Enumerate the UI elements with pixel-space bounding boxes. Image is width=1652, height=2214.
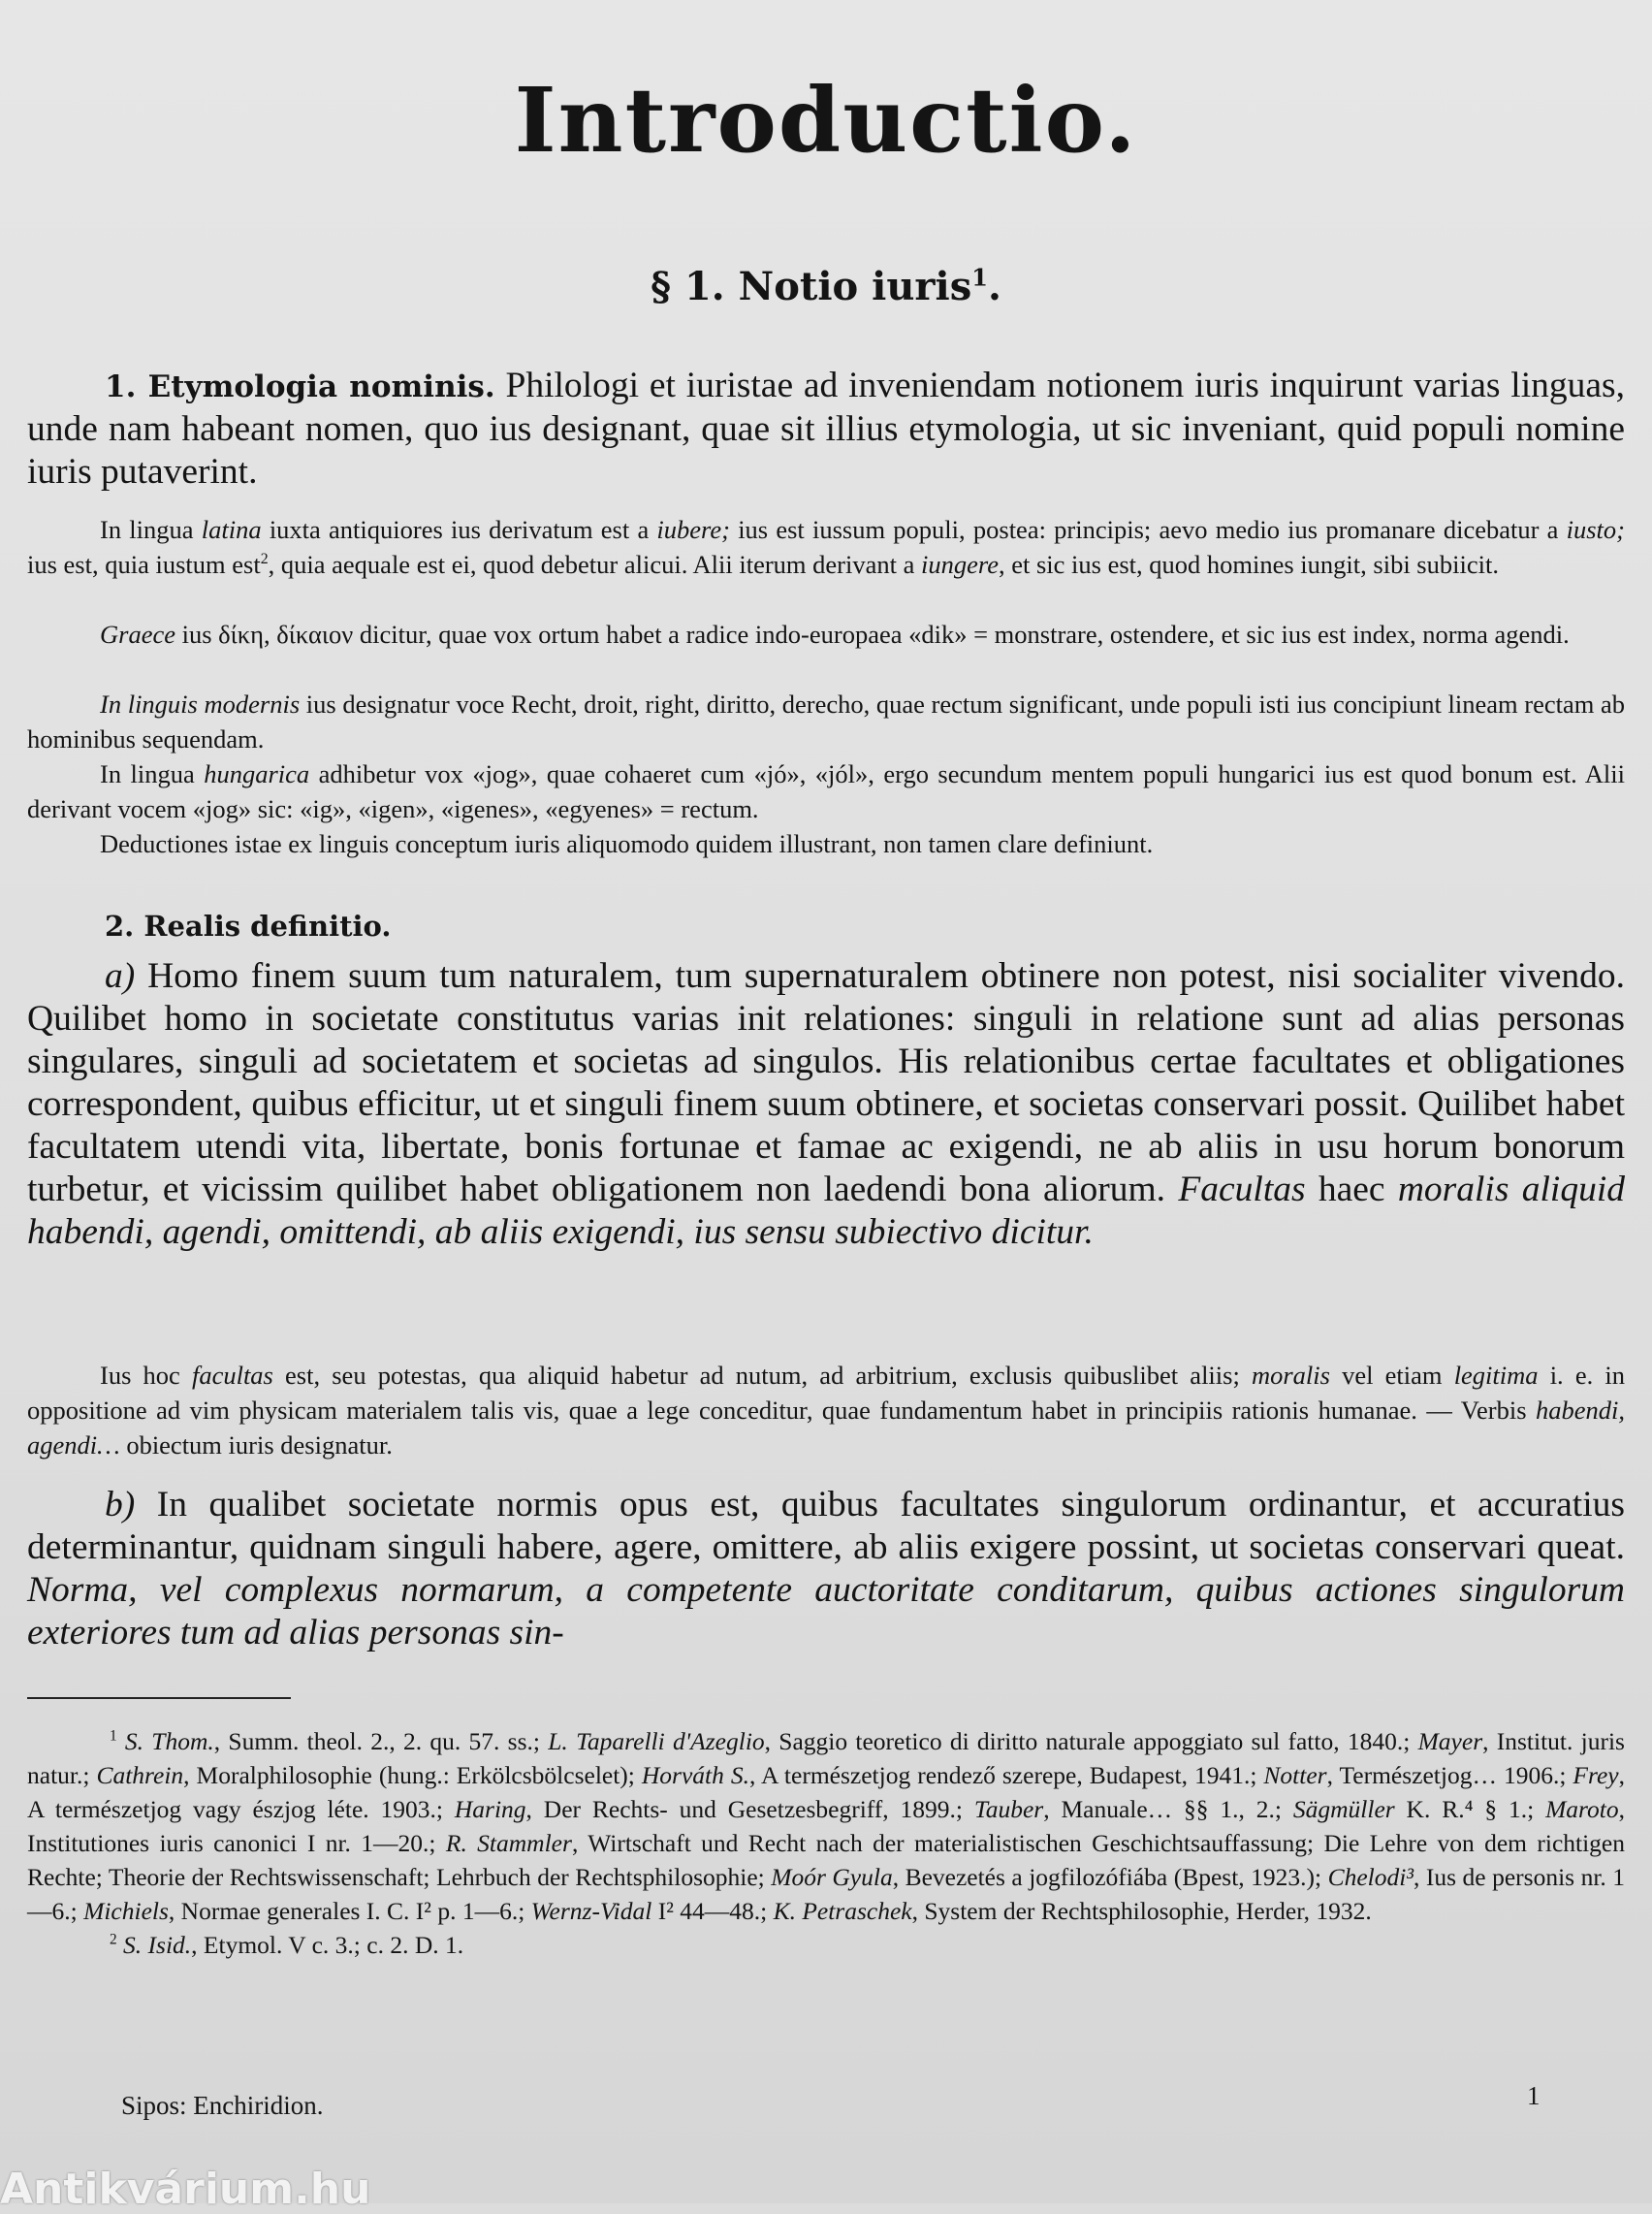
small-paragraph-moderni: In linguis modernis ius designatur voce Recht, droit, right, diritto, derecho, quae rectum significant, unde populi isti ius concipiunt lineam rectam ab hominibus sequendam.	[27, 690, 1625, 754]
citation-author: R. Stammler	[445, 1829, 572, 1857]
subheading-realis: 2. Realis definitio.	[105, 910, 392, 943]
citation-author: Notter	[1263, 1761, 1327, 1789]
citation-author: Wernz-Vidal	[530, 1897, 652, 1925]
page-title: Introductio.	[514, 68, 1138, 173]
citation-text: , Normae generales I. C. I² p. 1—6.;	[168, 1897, 531, 1925]
small-paragraph-graece: Graece ius δίκη, δίκαιον dicitur, quae vox ortum habet a radice indo-europaea «dik» = monstrare, ostendere, et sic ius est index, norma agendi.	[100, 620, 1570, 649]
small-paragraph-latina: In lingua latina iuxta antiquiores ius derivatum est a iubere; ius est iussum populi, postea: principis; aevo medio ius promanare dicebatur a iusto; ius est, quia iustum est$^2$, quia aequale est ei, quod debetur alicui. Alii iterum derivant a iungere, et sic ius est, quod homines iungit, sibi subiicit.	[27, 515, 1625, 579]
paragraph-b: b) In qualibet societate normis opus est, quibus facultates singulorum ordinantur, et accuratius determinantur, quidnam singuli habere, agere, omittere, ab aliis exigere possint, ut societas conservari queat. Norma, vel complexus normarum, a competente auctoritate conditarum, quibus actiones singulorum exteriores tum ad alias personas sin-	[27, 1485, 1625, 1652]
citation-text: , Manuale… §§ 1., 2.;	[1043, 1795, 1293, 1823]
citation-author: Frey	[1573, 1761, 1619, 1789]
footnote-ref: 2	[260, 551, 269, 568]
citation-author: Mayer	[1417, 1727, 1483, 1755]
citation-text: , Saggio teoretico di diritto naturale appoggiato sul fatto, 1840.;	[764, 1727, 1418, 1755]
section-heading: § 1. Notio iuris$^1$.	[651, 263, 1001, 309]
citation-author: Moór Gyula	[771, 1863, 893, 1891]
citation-author: Tauber	[973, 1795, 1044, 1823]
citation-author: L. Taparelli d'Azeglio	[548, 1727, 765, 1755]
citation-author: K. Petraschek	[773, 1897, 912, 1925]
footnote-mark: 1	[110, 1727, 117, 1745]
citation-author: Sägmüller	[1292, 1795, 1395, 1823]
citation-text: , System der Rechtsphilosophie, Herder, 1932.	[911, 1897, 1372, 1925]
watermark: Antikvárium.hu	[0, 2165, 371, 2214]
footnote-mark: 2	[110, 1931, 117, 1948]
citation-author: Michiels	[83, 1897, 169, 1925]
citation-author: Haring	[454, 1795, 526, 1823]
small-paragraph-hungarica: In lingua hungarica adhibetur vox «jog», quae cohaeret cum «jó», «jól», ergo secundum mentem populi hungarici ius est quod bonum est. Alii derivant vocem «jog» sic: «ig», «igen», «igenes», «egyenes» = rectum.	[27, 759, 1625, 823]
citation-author: Cathrein	[96, 1761, 184, 1789]
running-footer: Sipos: Enchiridion.	[121, 2091, 324, 2120]
citation-author: S. Thom.	[124, 1727, 214, 1755]
citation-text: , Bevezetés a jogfilozófiába (Bpest, 1923.);	[892, 1863, 1328, 1891]
footnote-ref: 1	[971, 263, 988, 292]
subheading: 1. Etymologia nominis.	[105, 369, 495, 404]
citation-text: , Der Rechts- und Gesetzesbegriff, 1899.;	[525, 1795, 974, 1823]
page-number: 1	[1527, 2081, 1541, 2110]
small-paragraph-facultas: Ius hoc facultas est, seu potestas, qua aliquid habetur ad nutum, ad arbitrium, exclusis quibuslibet aliis; moralis vel etiam legitima i. e. in oppositione ad vim physicam materialem talis vis, quae a lege conceditur, quae fundamentum habet in principiis rationis humanae. — Verbis habendi, agendi… obiectum iuris designatur.	[27, 1361, 1625, 1460]
citation-author: Maroto	[1545, 1795, 1619, 1823]
citation-text: , Természetjog… 1906.;	[1326, 1761, 1573, 1789]
small-paragraph-deductiones: Deductiones istae ex linguis conceptum iuris aliquomodo quidem illustrant, non tamen clare definiunt.	[100, 829, 1154, 858]
citation-text: , Wirtschaft und Recht nach der materialistischen Geschichtsauffassung; Die Lehre von dem richtigen Rechte; Theorie der Rechtswissenschaft; Lehrbuch der Rechtsphilosophie;	[27, 1829, 1626, 1891]
footnote-2: $^2$ S. Isid., Etymol. V c. 3.; c. 2. D. 1.	[110, 1931, 464, 1959]
citation-text: K. R.⁴ § 1.;	[1394, 1795, 1546, 1823]
footnote-divider	[27, 1697, 291, 1699]
citation-text: I² 44—48.;	[651, 1897, 774, 1925]
citation-text: , Ius de personis nr. 1—6.;	[27, 1863, 1626, 1925]
citation-text: , Moralphilosophie (hung.: Erkölcsbölcselet);	[183, 1761, 642, 1789]
paragraph-etymologia: 1. Etymologia nominis. Philologi et iuristae ad inveniendam notionem iuris inquirunt varias linguas, unde nam habeant nomen, quo ius designant, quae sit illius etymologia, ut sic inveniant, quid populi nomine iuris putaverint.	[27, 366, 1626, 492]
citation-text: , A természetjog rendező szerepe, Budapest, 1941.;	[748, 1761, 1264, 1789]
citation-author: Horváth S.	[641, 1761, 749, 1789]
citation-text: , Summ. theol. 2., 2. qu. 57. ss.;	[213, 1727, 549, 1755]
footnote-1	[27, 1724, 1625, 1928]
paragraph-a: a) Homo finem suum tum naturalem, tum supernaturalem obtinere non potest, nisi socialiter vivendo. Quilibet homo in societate constitutus varias init relationes: singuli in relatione sunt ad alias personas singulares, singuli ad societatem et societas ad singulos. His relationibus certae facultates et obligationes correspondent, quibus efficitur, ut et singuli finem suum obtinere, et societas conservari possit. Quilibet habet facultatem utendi vita, libertate, bonis fortunae et famae ac exigendi, ne ab aliis in usu horum bonorum turbetur, et vicissim quilibet habet obligationem non laedendi bona aliorum. Facultas haec moralis aliquid habendi, agendi, omittendi, ab aliis exigendi, ius sensu subiectivo dicitur.	[27, 956, 1625, 1252]
citation-text: , Institut. juris natur.;	[27, 1727, 1625, 1789]
footnotes	[27, 1724, 1625, 1962]
citation-text: , A természetjog vagy észjog léte. 1903.;	[27, 1761, 1625, 1823]
citation-author: Chelodi³	[1327, 1863, 1414, 1891]
citation-text: , Institutiones iuris canonici I nr. 1—20.;	[27, 1795, 1625, 1857]
